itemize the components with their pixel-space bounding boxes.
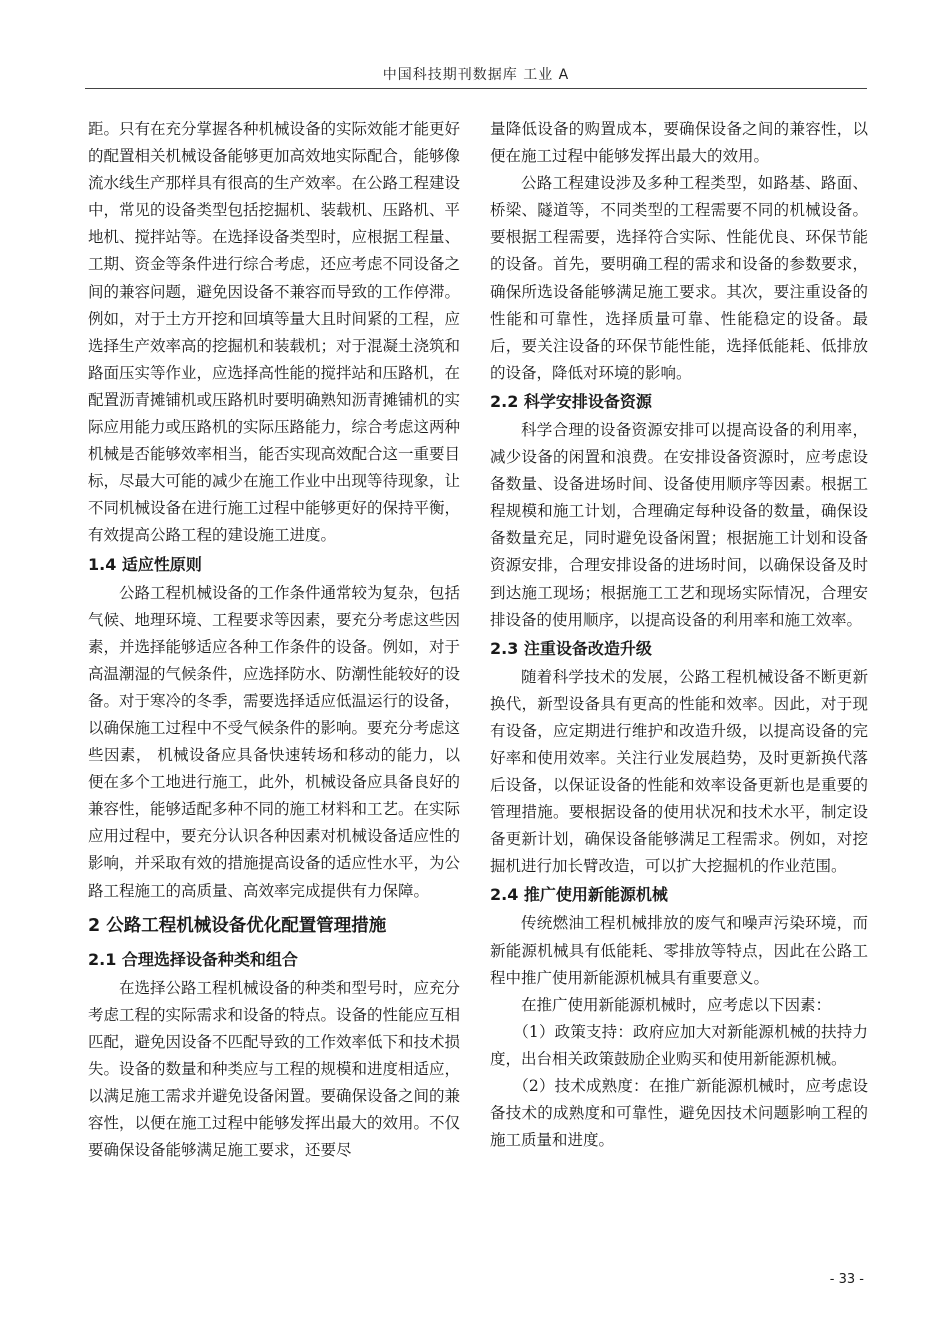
paragraph-2-4-a: 传统燃油工程机械排放的废气和噪声污染环境，而新能源机械具有低能耗、零排放等特点，因此在公路工程中推广使用新能源机械具有重要意义。	[490, 914, 868, 987]
section-heading-2-4: 2.4 推广使用新能源机械	[490, 885, 668, 905]
paragraph-1-4: 公路工程机械设备的工作条件通常较为复杂，包括气候、地理环境、工程要求等因素，要充分考虑这些因素，并选择能够适应各种工作条件的设备。例如，对于高温潮湿的气候条件，应选择防水、防潮性能较好的设备。对于寒冷的冬季，需要选择适应低温运行的设备，以确保施工过程中不受气候条件的影响。要充分考虑这些因素， 机械设备应具备快速转场和移动的能力，以便在多个工地进行施工，此外，机械设备应具备良好的兼容性，能够适配多种不同的施工材料和工艺。在实际应用过程中，要充分认识各种因素对机械设备适应性的影响，并采取有效的措施提高设备的适应性水平，为公路工程施工的高质量、高效率完成提供有力保障。	[88, 583, 461, 900]
right-column	[490, 116, 868, 1154]
page-number: - 33 -	[829, 1272, 864, 1287]
left-column	[88, 116, 460, 1164]
section-heading-1-4: 1.4 适应性原则	[88, 554, 202, 574]
list-item-maturity: （2）技术成熟度：在推广新能源机械时，应考虑设备技术的成熟度和可靠性，避免因技术问题影响工程的施工质量和进度。	[490, 1077, 868, 1150]
paragraph-2-1-b: 公路工程建设涉及多种工程类型，如路基、路面、桥梁、隧道等，不同类型的工程需要不同的机械设备。要根据工程需要，选择符合实际、性能优良、环保节能的设备。首先，要明确工程的需求和设备的参数要求，确保所选设备能够满足施工要求。其次，要注重设备的性能和可靠性，选择质量可靠、性能稳定的设备。最后，要关注设备的环保节能性能，选择低能耗、低排放的设备，降低对环境的影响。	[490, 174, 868, 382]
paragraph-2-1-continued: 量降低设备的购置成本，要确保设备之间的兼容性，以便在施工过程中能够发挥出最大的效用。	[490, 120, 868, 166]
paragraph-2-3: 随着科学技术的发展，公路工程机械设备不断更新换代，新型设备具有更高的性能和效率。因此，对于现有设备，应定期进行维护和改造升级，以提高设备的完好率和使用效率。关注行业发展趋势，及时更新换代落后设备，以保证设备的性能和效率设备更新也是重要的管理措施。要根据设备的使用状况和技术水平，制定设备更新计划，确保设备能够满足工程需求。例如，对挖掘机进行加长臂改造，可以扩大挖掘机的作业范围。	[490, 667, 868, 876]
paragraph-continued: 距。只有在充分掌握各种机械设备的实际效能才能更好的配置相关机械设备能够更加高效地实际配合，能够像流水线生产那样具有很高的生产效率。在公路工程建设中，常见的设备类型包括挖掘机、装载机、压路机、平地机、搅拌站等。在选择设备类型时，应根据工程量、工期、资金等条件进行综合考虑，还应考虑不同设备之间的兼容问题，避免因设备不兼容而导致的工作停滞。例如，对于土方开挖和回填等量大且时间紧的工程，应选择生产效率高的挖掘机和装载机；对于混凝土浇筑和路面压实等作业，应选择高性能的搅拌站和压路机，在配置沥青摊铺机或压路机时要明确熟知沥青摊铺机的实际应用能力或压路机的实际压路能力，综合考虑这两种机械是否能够效率相当，能否实现高效配合这一重要目标，尽最大可能的减少在施工作业中出现等待现象，让不同机械设备在进行施工过程中能够更好的保持平衡，有效提高公路工程的建设施工进度。	[88, 120, 461, 545]
section-heading-2-3: 2.3 注重设备改造升级	[490, 638, 652, 658]
journal-header: 中国科技期刊数据库 工业 A	[382, 67, 570, 83]
header-divider	[85, 88, 867, 89]
paragraph-2-4-b: 在推广使用新能源机械时，应考虑以下因素：	[521, 995, 832, 1014]
paragraph-2-1: 在选择公路工程机械设备的种类和型号时，应充分考虑工程的实际需求和设备的特点。设备的性能应互相匹配，避免因设备不匹配导致的工作效率低下和技术损失。设备的数量和种类应与工程的规模和进度相适应，以满足施工需求并避免设备闲置。要确保设备之间的兼容性，以便在施工过程中能够发挥出最大的效用。不仅要确保设备能够满足施工要求，还要尽	[88, 978, 461, 1160]
paragraph-2-2: 科学合理的设备资源安排可以提高设备的利用率，减少设备的闲置和浪费。在安排设备资源时，应考虑设备数量、设备进场时间、设备使用顺序等因素。根据工程规模和施工计划，合理确定每种设备的数量，确保设备数量充足，同时避免设备闲置；根据施工计划和设备资源安排，合理安排设备的进场时间，以确保设备及时到达施工现场；根据施工工艺和现场实际情况，合理安排设备的使用顺序，以提高设备的利用率和施工效率。	[490, 420, 868, 629]
list-item-policy: （1）政策支持：政府应加大对新能源机械的扶持力度，出台相关政策鼓励企业购买和使用新能源机械。	[490, 1022, 868, 1068]
section-heading-2-2: 2.2 科学安排设备资源	[490, 391, 652, 411]
section-heading-2-1: 2.1 合理选择设备种类和组合	[88, 949, 298, 969]
section-heading-2: 2 公路工程机械设备优化配置管理措施	[88, 915, 387, 936]
